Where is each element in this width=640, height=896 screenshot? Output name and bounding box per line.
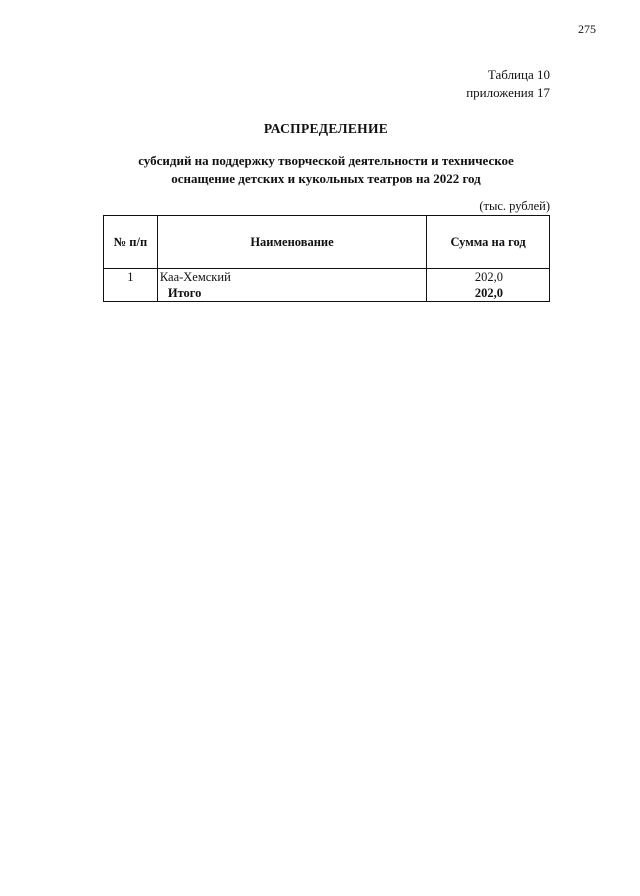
- table-row: [104, 269, 550, 286]
- header-sum: Сумма на год: [427, 216, 550, 269]
- units-label: (тыс. рублей): [479, 199, 550, 213]
- document-subtitle: [0, 152, 640, 188]
- subtitle-line-2: оснащение детских и кукольных театров на 2022 год: [171, 171, 481, 186]
- total-label: Итого: [157, 285, 426, 302]
- header-name: Наименование: [157, 216, 426, 269]
- table-total-row: [104, 285, 550, 302]
- header-number: № п/п: [104, 216, 158, 269]
- page-number: 275: [578, 22, 596, 36]
- distribution-table: [103, 215, 550, 302]
- subtitle-line-1: субсидий на поддержку творческой деятельности и техническое: [138, 153, 514, 168]
- table-header-row: [104, 216, 550, 269]
- table-reference: Таблица 10: [487, 67, 550, 82]
- row-name: Каа-Хемский: [157, 269, 426, 286]
- document-title: РАСПРЕДЕЛЕНИЕ: [263, 121, 389, 136]
- total-sum: 202,0: [427, 285, 550, 302]
- appendix-reference: [466, 66, 550, 102]
- row-sum: 202,0: [427, 269, 550, 286]
- row-number: 1: [104, 269, 158, 286]
- total-number-cell: [104, 285, 158, 302]
- appendix-number: приложения 17: [466, 85, 550, 100]
